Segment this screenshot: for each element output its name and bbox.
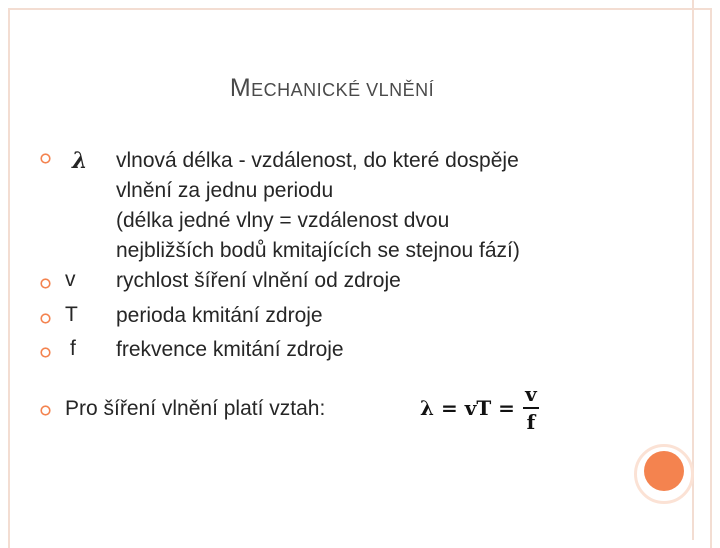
bullet-icon bbox=[40, 313, 51, 324]
description-f bbox=[116, 335, 344, 365]
symbol-T: T bbox=[65, 303, 78, 326]
description-line: perioda kmitání zdroje bbox=[116, 304, 323, 327]
formula-denominator: f bbox=[526, 410, 536, 434]
description-line: vlnění za jednu periodu bbox=[116, 179, 334, 202]
bullet-icon bbox=[40, 278, 51, 289]
slide-title bbox=[0, 74, 664, 103]
title-first-letter: M bbox=[229, 74, 252, 102]
symbol-lambda: λ bbox=[72, 148, 88, 174]
bullet-icon bbox=[40, 347, 51, 358]
relation-text: Pro šíření vlnění platí vztah: bbox=[65, 397, 326, 420]
description-line: frekvence kmitání zdroje bbox=[116, 338, 344, 361]
description-line: (délka jedné vlny = vzdálenost dvou bbox=[116, 209, 450, 232]
fraction-bar bbox=[523, 407, 539, 409]
description-v bbox=[116, 266, 401, 296]
decorative-line bbox=[692, 0, 694, 540]
decorative-circle-dot bbox=[644, 451, 684, 491]
formula bbox=[420, 380, 539, 436]
formula-fraction bbox=[523, 383, 539, 433]
description-line: rychlost šíření vlnění od zdroje bbox=[116, 269, 401, 292]
description-line: vlnová délka - vzdálenost, do které dospěje bbox=[116, 149, 519, 172]
symbol-f: f bbox=[70, 337, 76, 360]
description-line: nejbližších bodů kmitajících se stejnou fází) bbox=[116, 239, 520, 262]
symbol-v: v bbox=[65, 268, 76, 291]
description-lambda bbox=[116, 146, 520, 266]
description-T bbox=[116, 301, 323, 331]
bullet-icon bbox=[40, 405, 51, 416]
formula-numerator: v bbox=[525, 382, 537, 406]
bullet-icon bbox=[40, 153, 51, 164]
formula-lhs: λ = vT = bbox=[420, 396, 515, 420]
title-rest: ECHANICKÉ VLNĚNÍ bbox=[251, 80, 435, 100]
